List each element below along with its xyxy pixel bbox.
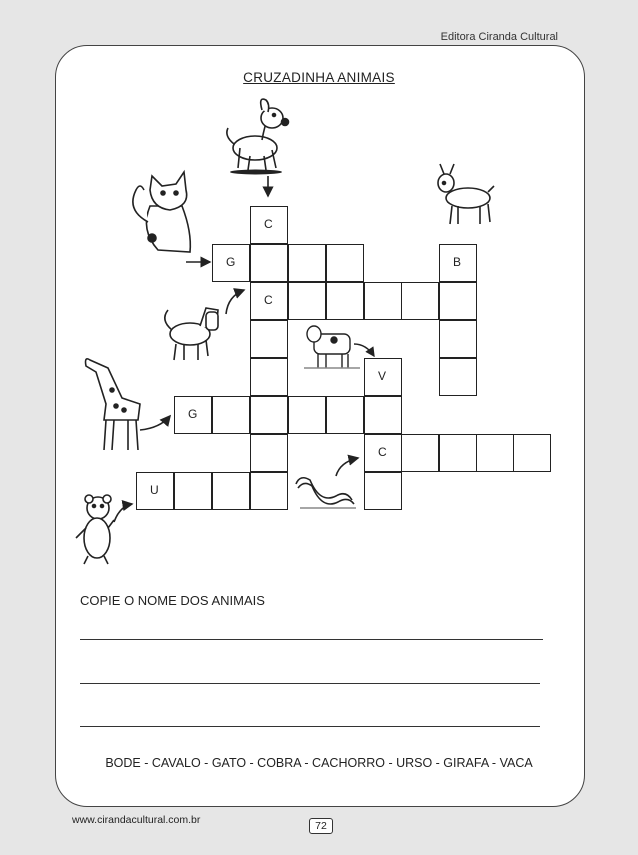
publisher-name: Editora Ciranda Cultural [440, 31, 558, 43]
clue-letter-cobra: C [378, 445, 387, 459]
cat-illustration [133, 172, 210, 262]
snake-illustration [296, 458, 358, 508]
giraffe-illustration [86, 359, 171, 450]
writing-line[interactable] [80, 683, 540, 684]
page-number: 72 [309, 818, 333, 834]
clue-letter-cachorro: C [264, 217, 273, 231]
clue-letter-bode: B [453, 255, 462, 269]
clue-letter-urso: U [150, 483, 159, 497]
dog-illustration [227, 99, 289, 196]
worksheet-title: CRUZADINHA ANIMAIS [243, 70, 395, 85]
cow-illustration [304, 326, 374, 368]
writing-line[interactable] [80, 639, 543, 640]
bear-illustration [76, 495, 132, 564]
horse-illustration [165, 290, 244, 360]
copy-instruction: COPIE O NOME DOS ANIMAIS [80, 593, 265, 608]
writing-line[interactable] [80, 726, 540, 727]
clue-letter-vaca: V [378, 369, 387, 383]
word-bank: BODE - CAVALO - GATO - COBRA - CACHORRO - URSO - GIRAFA - VACA [105, 756, 533, 770]
footer-website: www.cirandacultural.com.br [72, 814, 201, 826]
clue-letter-girafa: G [188, 407, 198, 421]
clue-letter-gato: G [226, 255, 236, 269]
goat-illustration [438, 164, 494, 224]
clue-letter-cavalo: C [264, 293, 273, 307]
